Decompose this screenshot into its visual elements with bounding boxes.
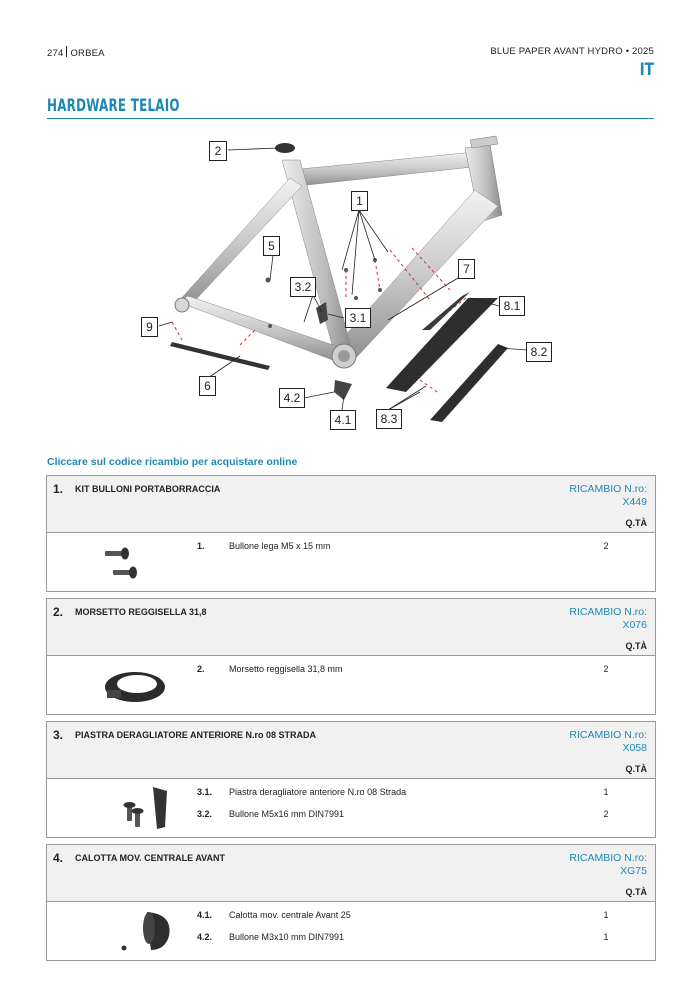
header-divider — [66, 46, 67, 57]
frame-exploded-diagram — [130, 130, 570, 440]
kit-header — [47, 845, 655, 902]
spare-part-code-link[interactable]: XG75 — [620, 865, 647, 877]
item-row — [197, 664, 655, 678]
kit-header — [47, 599, 655, 656]
kit-title: MORSETTO REGGISELLA 31,8 — [75, 607, 207, 617]
item-quantity: 1 — [603, 932, 609, 942]
callout-3-1: 3.1 — [345, 308, 371, 328]
item-quantity: 2 — [603, 809, 609, 819]
section-title-rule — [47, 118, 654, 119]
bike-frame-illustration — [130, 130, 570, 440]
item-number: 4.1. — [197, 910, 213, 920]
item-description: Calotta mov. centrale Avant 25 — [229, 910, 351, 920]
callout-4-1: 4.1 — [330, 410, 356, 430]
quantity-label: Q.TÀ — [625, 518, 647, 528]
kit-header — [47, 476, 655, 533]
brand-name: ORBEA — [70, 48, 105, 59]
item-number: 3.1. — [197, 787, 213, 797]
bottom-bracket-cup-image — [77, 906, 197, 956]
document-title: BLUE PAPER AVANT HYDRO • 2025 — [490, 46, 654, 57]
item-row — [197, 910, 655, 924]
quantity-label: Q.TÀ — [625, 764, 647, 774]
buy-online-instruction: Cliccare sul codice ricambio per acquistare online — [47, 456, 298, 468]
kit-body — [47, 533, 655, 591]
callout-8-3: 8.3 — [376, 409, 402, 429]
item-description: Bullone M5x16 mm DIN7991 — [229, 809, 345, 819]
spare-part-label: RICAMBIO N.ro: — [569, 729, 647, 741]
item-description: Piastra deragliatore anteriore N.ro 08 Strada — [229, 787, 407, 797]
kit-body — [47, 779, 655, 837]
quantity-label: Q.TÀ — [625, 641, 647, 651]
item-row — [197, 932, 655, 946]
kit-number: 2. — [53, 605, 64, 619]
kit-card — [46, 844, 656, 961]
kit-card — [46, 598, 656, 715]
item-description: Bullone M3x10 mm DIN7991 — [229, 932, 345, 942]
kit-number: 1. — [53, 482, 64, 496]
spare-part-label: RICAMBIO N.ro: — [569, 483, 647, 495]
kit-number: 4. — [53, 851, 64, 865]
callout-8-1: 8.1 — [499, 296, 525, 316]
spare-part-code-link[interactable]: X449 — [622, 496, 647, 508]
callout-8-2: 8.2 — [526, 342, 552, 362]
item-row — [197, 809, 655, 823]
callout-3-2: 3.2 — [290, 277, 316, 297]
callout-1: 1 — [351, 191, 368, 211]
spare-part-label: RICAMBIO N.ro: — [569, 852, 647, 864]
callout-9: 9 — [141, 317, 158, 337]
callout-5: 5 — [263, 236, 280, 256]
page-header-left — [47, 46, 105, 59]
section-title: HARDWARE TELAIO — [47, 96, 180, 116]
spare-part-code-link[interactable]: X058 — [622, 742, 647, 754]
item-quantity: 2 — [603, 541, 609, 551]
kit-card — [46, 721, 656, 838]
item-quantity: 1 — [603, 787, 609, 797]
callout-2: 2 — [209, 141, 227, 161]
spare-part-code-link[interactable]: X076 — [622, 619, 647, 631]
item-row — [197, 541, 655, 555]
item-quantity: 1 — [603, 910, 609, 920]
item-description: Bullone lega M5 x 15 mm — [229, 541, 331, 551]
callout-4-2: 4.2 — [279, 388, 305, 408]
kit-body — [47, 902, 655, 960]
item-description: Morsetto reggisella 31,8 mm — [229, 664, 343, 674]
derailleur-plate-image — [77, 783, 197, 833]
kit-title: PIASTRA DERAGLIATORE ANTERIORE N.ro 08 STRADA — [75, 730, 317, 740]
callout-7: 7 — [458, 259, 475, 279]
spare-part-label: RICAMBIO N.ro: — [569, 606, 647, 618]
item-quantity: 2 — [603, 664, 609, 674]
language-code: IT — [639, 60, 654, 80]
item-number: 2. — [197, 664, 205, 674]
callout-6: 6 — [199, 376, 216, 396]
kit-card — [46, 475, 656, 592]
kit-header — [47, 722, 655, 779]
item-number: 1. — [197, 541, 205, 551]
quantity-label: Q.TÀ — [625, 887, 647, 897]
item-number: 4.2. — [197, 932, 213, 942]
kit-title: KIT BULLONI PORTABORRACCIA — [75, 484, 221, 494]
bolts-image — [77, 537, 197, 587]
kit-number: 3. — [53, 728, 64, 742]
item-number: 3.2. — [197, 809, 213, 819]
kit-title: CALOTTA MOV. CENTRALE AVANT — [75, 853, 225, 863]
item-row — [197, 787, 655, 801]
seat-clamp-image — [77, 660, 197, 710]
kit-body — [47, 656, 655, 714]
page-number: 274 — [47, 48, 64, 59]
